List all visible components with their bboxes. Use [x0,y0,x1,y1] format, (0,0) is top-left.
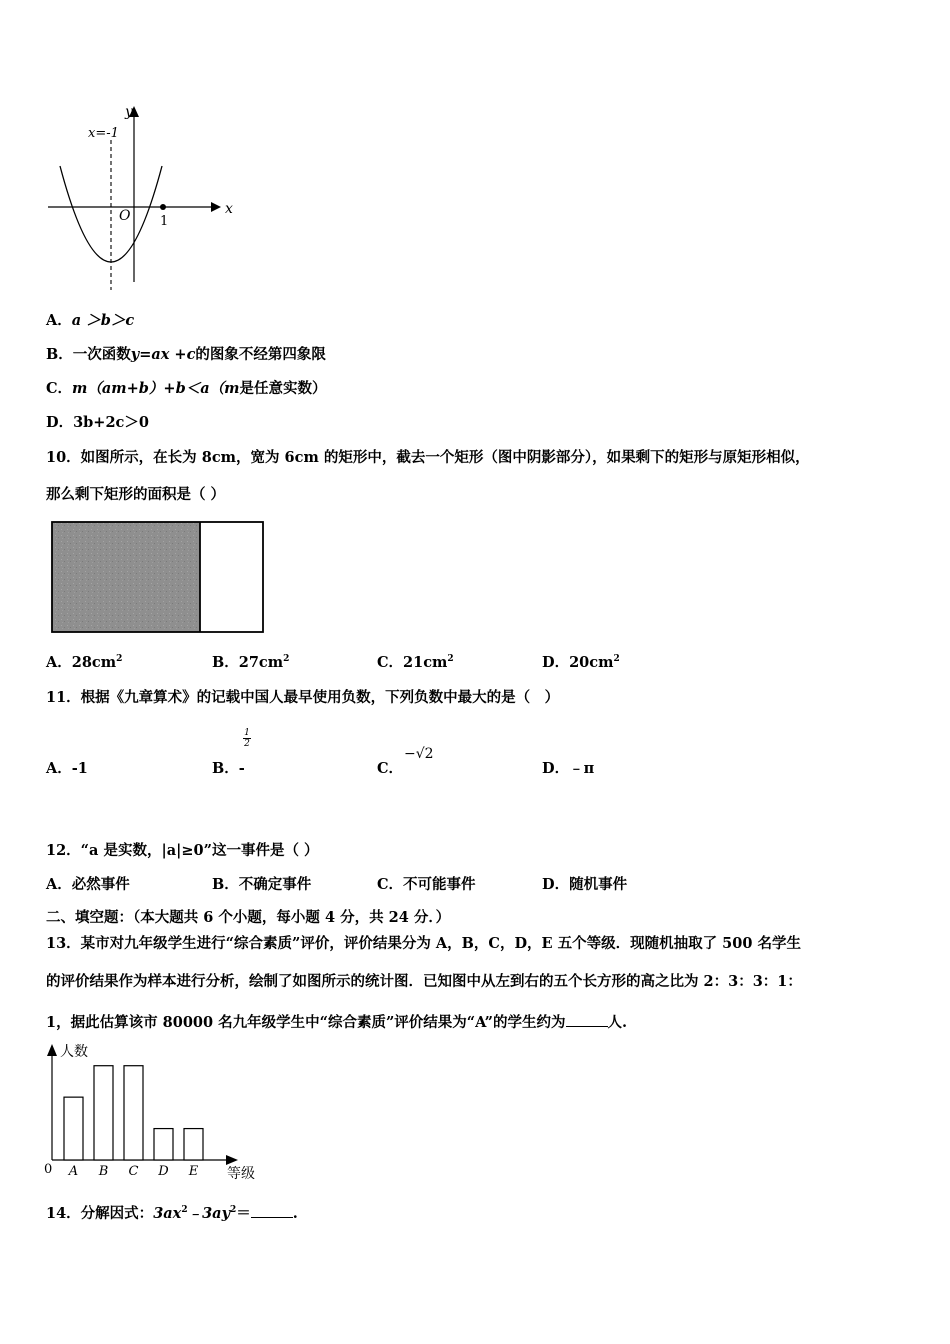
origin-label: O [119,208,131,224]
tick-label-C: C [128,1164,139,1179]
superscript: 2 [447,654,454,665]
option-text-1: 一次函数 [72,346,131,363]
option-text-2: 的图象不经第四象限 [195,346,326,363]
q12-option-a: A．必然事件 [46,876,130,893]
q14-line [46,1203,298,1223]
option-text: D．20cm [542,654,614,671]
chart-xlabel: 等级 [227,1166,255,1182]
q10-option-d [542,654,620,672]
axis-y-label: y [125,104,133,120]
chart-ylabel: 人数 [60,1044,88,1060]
option-prefix: A． [46,312,72,329]
rectangle-figure [0,510,950,650]
option-text: A．28cm [46,654,117,671]
axis-x-label: x [225,201,233,217]
point-one [160,204,166,210]
fraction-denominator: 2 [244,739,250,749]
q13-line2: 的评价结果作为样本进行分析，绘制了如图所示的统计图．已知图中从左到右的五个长方形的高之比为 2：3：3：1： [46,973,802,990]
tick-label-E: E [188,1164,199,1179]
chart-origin: 0 [44,1162,53,1177]
fraction-numerator: 1 [244,728,250,738]
q9-option-b [46,346,326,364]
superscript: 2 [181,1205,188,1216]
x-axis-arrow [211,202,221,212]
q9-option-c [46,380,326,398]
bar-chart [30,1036,290,1186]
option-m2: （m [209,380,240,397]
option-text: a ＞b＞c [71,312,135,329]
q10-stem-line1: 10．如图所示，在长为 8cm，宽为 6cm 的矩形中，截去一个矩形（图中阴影部分），如果剩下的矩形与原矩形相似， [46,449,810,466]
superscript: 2 [613,654,620,665]
q12-option-b: B．不确定事件 [212,876,312,893]
option-prefix: C． [46,380,73,397]
q12-option-c: C．不可能事件 [377,876,476,893]
q11-option-b: B．- [212,760,245,777]
answer-blank [566,1012,608,1027]
q11-sqrt-expr: −√2 [404,746,434,762]
q11-stem: 11．根据《九章算术》的记载中国人最早使用负数，下列负数中最大的是（ ） [46,689,560,706]
parabola-figure [0,0,950,300]
q11-option-c: C． [377,760,404,777]
symmetry-label: x=-1 [88,126,119,141]
q14-eq: ＝ [236,1205,251,1222]
chart-x-arrow [226,1155,238,1165]
q14-expr-a: 3ax [153,1205,182,1222]
q14-prefix: 14．分解因式： [46,1205,154,1222]
q11-fraction [242,728,252,749]
superscript: 2 [116,654,123,665]
bars-group [64,1066,203,1179]
option-text: C．21cm [377,654,448,671]
shaded-rectangle [52,522,200,632]
option-rest: 是任意实数） [239,380,327,397]
bar-D [154,1129,173,1160]
bar-A [64,1097,83,1160]
q10-stem-line2: 那么剩下矩形的面积是（ ） [46,486,226,503]
superscript: 2 [230,1205,237,1216]
tick-label-A: A [68,1164,79,1179]
tick-one-label: 1 [160,214,169,229]
q13-line3-text: 1，据此估算该市 80000 名九年级学生中“综合素质”评价结果为“A”的学生约为 [46,1014,566,1031]
q11-option-a: A．-1 [46,760,88,777]
option-prefix: D． [46,414,74,431]
section-title: 二、填空题：（本大题共 6 个小题，每小题 4 分，共 24 分．） [46,909,451,926]
q9-option-a [46,312,134,330]
bar-C [124,1066,143,1160]
option-prefix: B． [46,346,73,363]
option-paren: （am+b） [87,380,164,397]
tick-label-D: D [158,1164,169,1179]
q10-option-b [212,654,289,672]
option-text: B．27cm [212,654,284,671]
q11-option-d: D．﹣π [542,760,595,777]
q14-end: . [292,1205,298,1222]
q12-option-d: D．随机事件 [542,876,628,893]
q10-option-c [377,654,454,672]
q13-line3-end: 人. [607,1014,628,1031]
bar-B [94,1066,113,1160]
tick-label-B: B [98,1164,109,1179]
answer-blank [251,1203,293,1218]
q14-minus: ﹣3ay [187,1205,231,1222]
bar-E [184,1129,203,1160]
q9-option-d [46,414,149,432]
superscript: 2 [283,654,290,665]
option-mid: +b＜a [163,380,210,397]
q13-line3 [46,1012,627,1032]
q13-line1: 13．某市对九年级学生进行“综合素质”评价，评价结果分为 A，B，C，D，E 五个等级．现随机抽取了 500 名学生 [46,935,801,952]
q10-option-a [46,654,122,672]
chart-y-arrow [47,1044,57,1056]
option-formula: y=ax +c [130,346,196,363]
option-m: m [72,380,88,397]
option-text: 3b+2c＞0 [73,414,149,431]
q12-stem: 12．“a 是实数，|a|≥0”这一事件是（ ） [46,842,319,859]
